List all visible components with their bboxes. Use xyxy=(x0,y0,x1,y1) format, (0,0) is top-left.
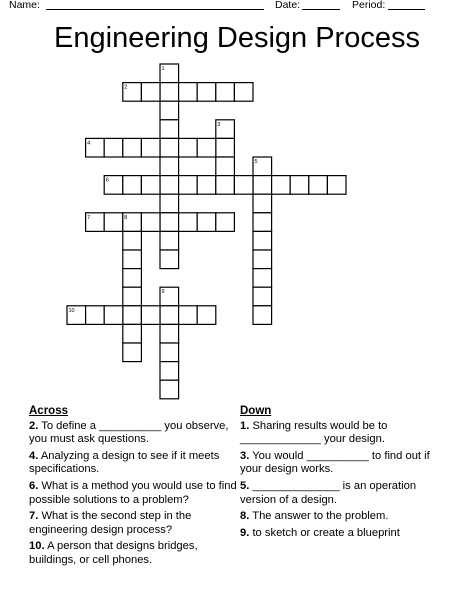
grid-cell[interactable] xyxy=(104,138,123,157)
grid-cell[interactable] xyxy=(160,306,179,325)
grid-number: 6 xyxy=(105,177,109,184)
grid-cell[interactable] xyxy=(253,176,272,195)
across-clue-4: 4. Analyzing a design to see if it meets specifications. xyxy=(29,449,220,476)
grid-cell[interactable] xyxy=(179,176,198,195)
grid-cell[interactable] xyxy=(123,287,142,306)
grid-cell[interactable] xyxy=(160,194,179,213)
grid-cell[interactable] xyxy=(123,306,142,325)
grid-cell[interactable] xyxy=(234,176,253,195)
grid-cell[interactable] xyxy=(216,176,235,195)
across-clue-7: 7. What is the second step in the engineering design process? xyxy=(29,510,192,536)
grid-cell[interactable] xyxy=(141,83,160,102)
grid-number: 1 xyxy=(161,66,165,72)
grid-cell[interactable] xyxy=(253,250,272,269)
grid-cell[interactable] xyxy=(123,231,142,250)
grid-cell[interactable] xyxy=(123,343,142,362)
grid-cell[interactable] xyxy=(309,176,328,195)
grid-cell[interactable] xyxy=(141,213,160,232)
grid-cell[interactable] xyxy=(197,176,216,195)
date-label: Date: xyxy=(275,0,301,11)
grid-cell[interactable] xyxy=(123,250,142,269)
grid-cell[interactable] xyxy=(160,157,179,176)
down-clue-9: 9. to sketch or create a blueprint xyxy=(240,526,400,539)
grid-cell[interactable] xyxy=(179,306,198,325)
grid-cell[interactable] xyxy=(160,101,179,120)
grid-cell[interactable] xyxy=(104,213,123,232)
down-clue-5: 5. ______________ is an operation version of a design. xyxy=(240,479,417,506)
grid-number: 10 xyxy=(68,307,75,314)
grid-cell[interactable] xyxy=(253,213,272,232)
grid-number: 5 xyxy=(254,159,258,165)
grid-cell[interactable] xyxy=(216,83,235,102)
grid-cell[interactable] xyxy=(160,176,179,195)
grid-cell[interactable] xyxy=(141,176,160,195)
down-clues xyxy=(240,405,440,543)
grid-cell[interactable] xyxy=(123,269,142,288)
grid-cell[interactable] xyxy=(141,138,160,157)
grid-cell[interactable] xyxy=(160,83,179,102)
grid-number: 9 xyxy=(161,289,165,296)
grid-cell[interactable] xyxy=(216,138,235,157)
grid-cell[interactable] xyxy=(160,380,179,399)
grid-number: 2 xyxy=(124,84,128,91)
grid-number: 3 xyxy=(217,121,221,128)
grid-cell[interactable] xyxy=(104,306,123,325)
grid-cell[interactable] xyxy=(216,157,235,176)
grid-cell[interactable] xyxy=(160,231,179,250)
down-heading: Down xyxy=(240,405,272,417)
grid-cell[interactable] xyxy=(141,306,160,325)
across-clues xyxy=(29,405,239,571)
across-clue-6: 6. What is a method you would use to find possible solutions to a problem? xyxy=(29,479,237,506)
grid-cell[interactable] xyxy=(272,176,291,195)
grid-cell[interactable] xyxy=(290,176,309,195)
grid-cell[interactable] xyxy=(197,306,216,325)
across-clue-10: 10. A person that designs bridges, buildings, or cell phones. xyxy=(29,540,198,566)
grid-cell[interactable] xyxy=(123,176,142,195)
grid-number: 8 xyxy=(124,214,128,221)
grid-cell[interactable] xyxy=(234,83,253,102)
grid-cell[interactable] xyxy=(253,306,272,325)
grid-cell[interactable] xyxy=(327,176,346,195)
grid-cell[interactable] xyxy=(179,213,198,232)
across-clue-2: 2. To define a __________ you observe, you must ask questions. xyxy=(29,419,229,446)
page-title: Engineering Design Process xyxy=(54,22,420,54)
grid-cell[interactable] xyxy=(197,83,216,102)
down-clue-3: 3. You would __________ to find out if your design works. xyxy=(240,449,430,476)
grid-cell[interactable] xyxy=(253,287,272,306)
grid-cell[interactable] xyxy=(179,83,198,102)
grid-cell[interactable] xyxy=(160,213,179,232)
grid-cell[interactable] xyxy=(216,213,235,232)
grid-cell[interactable] xyxy=(253,194,272,213)
grid-cell[interactable] xyxy=(160,138,179,157)
grid-cell[interactable] xyxy=(123,138,142,157)
grid-cell[interactable] xyxy=(160,362,179,381)
down-clue-1: 1. Sharing results would be to _____________ your design. xyxy=(240,419,388,446)
grid-cell[interactable] xyxy=(160,250,179,269)
grid-cells xyxy=(67,64,346,399)
grid-cell[interactable] xyxy=(160,324,179,343)
grid-cell[interactable] xyxy=(123,324,142,343)
grid-number: 4 xyxy=(87,140,91,147)
grid-cell[interactable] xyxy=(86,306,105,325)
down-clue-8: 8. The answer to the problem. xyxy=(240,510,389,523)
across-heading: Across xyxy=(29,405,68,417)
grid-cell[interactable] xyxy=(253,269,272,288)
grid-cell[interactable] xyxy=(253,231,272,250)
grid-number: 7 xyxy=(87,214,91,221)
grid-cell[interactable] xyxy=(160,343,179,362)
grid-cell[interactable] xyxy=(197,138,216,157)
grid-cell[interactable] xyxy=(160,120,179,139)
grid-cell[interactable] xyxy=(197,213,216,232)
period-label: Period: xyxy=(352,0,386,11)
name-label: Name: xyxy=(9,0,40,11)
grid-cell[interactable] xyxy=(179,138,198,157)
